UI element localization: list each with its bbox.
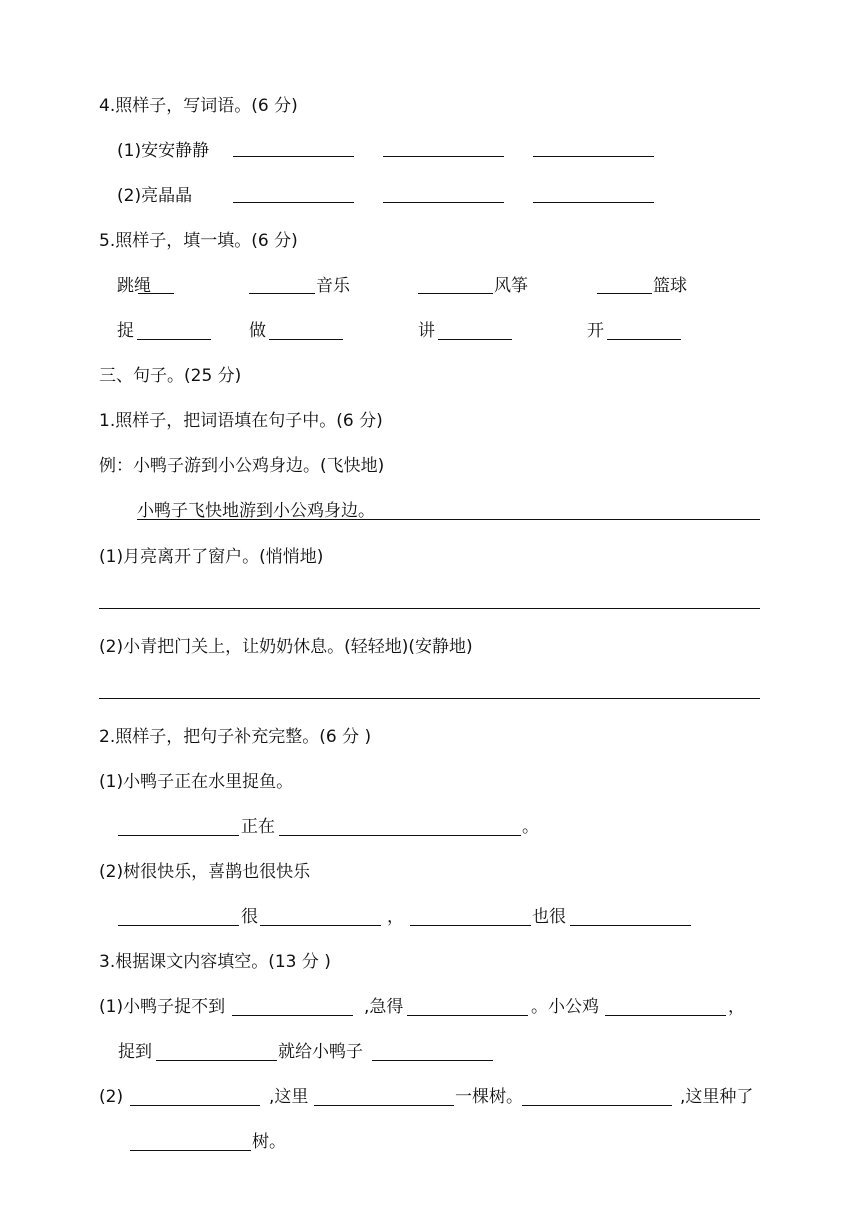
answer-blank[interactable] [372, 1060, 493, 1061]
answer-blank[interactable] [418, 293, 493, 294]
answer-blank[interactable] [438, 339, 512, 340]
q5-word-3: 风筝 [494, 276, 528, 296]
q4-title: 4.照样子，写词语。(6 分) [99, 96, 298, 116]
answer-blank[interactable] [130, 1105, 260, 1106]
s3-q3-item-1f: 就给小鸭子 [278, 1042, 363, 1062]
answer-line[interactable] [99, 608, 760, 609]
example-underline [137, 519, 760, 520]
q4-item-2: (2)亮晶晶 [117, 186, 193, 206]
answer-blank[interactable] [533, 202, 654, 203]
answer-blank[interactable] [232, 1015, 353, 1016]
answer-blank[interactable] [410, 925, 531, 926]
s3-q2-yehen: 也很 [532, 907, 566, 927]
answer-blank[interactable] [314, 1105, 454, 1106]
answer-blank[interactable] [597, 293, 652, 294]
s3-q2-period: 。 [522, 817, 539, 837]
answer-blank[interactable] [138, 293, 174, 294]
answer-blank[interactable] [233, 202, 354, 203]
q5-word-4: 篮球 [653, 276, 687, 296]
s3-q1-item-1: (1)月亮离开了窗户。(悄悄地) [99, 547, 324, 567]
q5-word-5: 捉 [117, 321, 134, 341]
q5-word-6: 做 [249, 321, 266, 341]
s3-q2-item-2: (2)树很快乐，喜鹊也很快乐 [99, 862, 311, 882]
answer-blank[interactable] [156, 1060, 277, 1061]
s3-q3-item-1e: 捉到 [118, 1042, 152, 1062]
s3-q3-item-2a: (2) [99, 1087, 124, 1107]
answer-blank[interactable] [137, 339, 211, 340]
answer-blank[interactable] [118, 835, 239, 836]
answer-blank[interactable] [260, 925, 381, 926]
s3-q1-example: 例：小鸭子游到小公鸡身边。(飞快地) [99, 456, 385, 476]
answer-blank[interactable] [607, 339, 681, 340]
s3-q2-hen: 很 [241, 907, 258, 927]
s3-q2-title: 2.照样子，把句子补充完整。(6 分 ) [99, 727, 372, 747]
answer-blank[interactable] [522, 1105, 672, 1106]
answer-blank[interactable] [407, 1015, 528, 1016]
s3-q2-comma: ， [387, 907, 404, 927]
s3-q3-item-2d: ,这里种了 [680, 1087, 754, 1107]
answer-blank[interactable] [570, 925, 691, 926]
answer-blank[interactable] [383, 156, 504, 157]
s3-q1-title: 1.照样子，把词语填在句子中。(6 分) [99, 411, 383, 431]
answer-blank[interactable] [383, 202, 504, 203]
answer-blank[interactable] [533, 156, 654, 157]
answer-blank[interactable] [249, 293, 315, 294]
s3-q3-item-2b: ,这里 [269, 1087, 309, 1107]
q5-word-8: 开 [587, 321, 604, 341]
answer-blank[interactable] [269, 339, 343, 340]
s3-q1-example-answer: 小鸭子飞快地游到小公鸡身边。 [137, 501, 375, 521]
q5-word-1: 跳绳 [117, 276, 151, 296]
s3-q3-item-2e: 树。 [252, 1132, 286, 1152]
s3-q3-title: 3.根据课文内容填空。(13 分 ) [99, 952, 331, 972]
s3-q3-item-1c: 。小公鸡 [531, 997, 599, 1017]
q5-word-7: 讲 [418, 321, 435, 341]
answer-blank[interactable] [118, 925, 239, 926]
s3-q3-item-1b: ,急得 [364, 997, 404, 1017]
section-3-title: 三、句子。(25 分) [99, 366, 242, 386]
q5-word-2: 音乐 [316, 276, 350, 296]
q4-item-1: (1)安安静静 [117, 141, 210, 161]
answer-blank[interactable] [130, 1150, 251, 1151]
s3-q3-item-1a: (1)小鸭子捉不到 [99, 997, 226, 1017]
answer-blank[interactable] [233, 156, 354, 157]
q5-title: 5.照样子，填一填。(6 分) [99, 231, 298, 251]
answer-blank[interactable] [279, 835, 521, 836]
answer-line[interactable] [99, 698, 760, 699]
s3-q2-zhengzai: 正在 [241, 817, 275, 837]
s3-q2-item-1: (1)小鸭子正在水里捉鱼。 [99, 772, 294, 792]
answer-blank[interactable] [605, 1015, 726, 1016]
s3-q1-item-2: (2)小青把门关上，让奶奶休息。(轻轻地)(安静地) [99, 637, 473, 657]
s3-q3-item-1d: ， [728, 997, 745, 1017]
s3-q3-item-2c: 一棵树。 [455, 1087, 523, 1107]
